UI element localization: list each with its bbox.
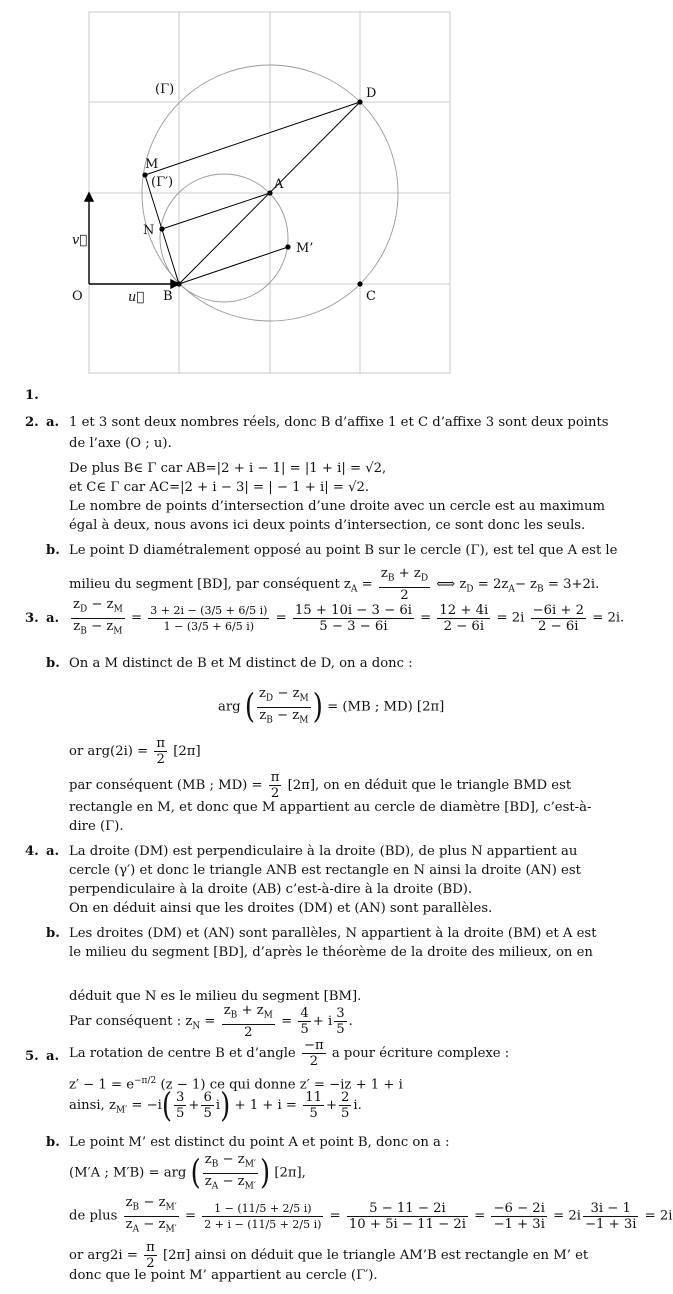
q2a-line1: 1 et 3 sont deux nombres réels, donc B d’affixe 1 et C d’affixe 3 sont deux points [69,415,609,430]
q5a-line1: La rotation de centre B et d’angle $\frac{-\pi}{2}$ a pour écriture complexe : [69,1038,510,1069]
q5b-line3: de plus $\frac{z_B - z_{M'}}{z_A - z_{M'}}$ = $\frac{1 - (11/5 + 2/5 i)}{2 + i - (11/5 + 2/5 i)}$ = $\frac{5 - 11 - 2i}{10 + 5i - 11 - 2i}$ = $\frac{-6 - 2i}{-1 + 3i}$ = 2i $\frac{3i - 1}{-1 + 3i}$ = 2i [69,1195,673,1235]
label-A: A [274,177,284,192]
label-M-prime: M’ [296,241,314,256]
q3b-label: b. [46,656,60,671]
label-B: B [163,289,173,304]
q2-number: 2. [25,415,39,430]
q4b-line3: déduit que N es le milieu du segment [BM]. [69,989,362,1004]
q2a-line2: de l’axe (O ; u). [69,436,172,451]
q4a-label: a. [46,844,60,859]
label-v: v⃗ [72,233,88,248]
q4a-line2: cercle (γ′) et donc le triangle ANB est rectangle en N ainsi la droite (AN) est [69,863,581,878]
q4b-line2: le milieu du segment [BD], d’après le théorème de la droite des milieux, on en [69,945,593,960]
q5b-line2: (M′A ; M′B) = arg ( $\frac{z_B - z_{M'}}{z_A - z_{M'}}$ ) [2π], [69,1152,306,1193]
q3b-line1: On a M distinct de B et M distinct de D, on a donc : [69,656,413,671]
q5b-label: b. [46,1135,60,1150]
q5b-line5: donc que le point M’ appartient au cercle (Γ′). [69,1268,378,1283]
q3b-line4: rectangle en M, et donc que M appartient au cercle de diamètre [BD], c’est-à- [69,800,592,815]
q2a-line3: De plus B∈ Γ car AB=|2 + i − 1| = |1 + i| = √2, [69,461,387,476]
q3b-line2: or arg(2i) = $\frac{\pi}{2}$ [2π] [69,736,201,767]
q4a-line4: On en déduit ainsi que les droites (DM) et (AN) sont parallèles. [69,901,493,916]
label-O: O [72,289,83,304]
q4b-line1: Les droites (DM) et (AN) sont parallèles, N appartient à la droite (BM) et A est [69,926,597,941]
q2b-line1: Le point D diamétralement opposé au point B sur le cercle (Γ), est tel que A est le [69,543,618,558]
geometry-figure [0,0,610,380]
label-C: C [366,289,376,304]
label-M: M [145,157,159,172]
q2b-line2: milieu du segment [BD], par conséquent $z_A$ = $\frac{z_B + z_D}{2}$ ⟺ $z_D = 2z_A- z_B = 3+2i$. [69,566,600,603]
q2b-label: b. [46,543,60,558]
q3a-equation: $\frac{z_D - z_M}{z_B - z_M}$ = $\frac{3 + 2i - (3/5 + 6/5 i)}{1 - (3/5 + 6/5 i)}$ = $\frac{15 + 10i - 3 - 6i}{5 - 3 - 6i}$ = $\frac{12 + 4i}{2 - 6i}$ = 2i $\frac{-6i + 2}{2 - 6i}$ = 2i. [73,597,625,637]
q5a-line2: $z' - 1 = e^{-\pi/2}$ (z − 1) ce qui donne z′ = −iz + 1 + i [69,1076,403,1093]
label-gamma-prime: (Γ′) [151,175,174,190]
q2a-line4: et C∈ Γ car AC=|2 + i − 3| = | − 1 + i| = √2. [69,480,370,495]
q5b-line1: Le point M’ est distinct du point A et point B, donc on a : [69,1135,450,1150]
q3b-line5: dire (Γ). [69,819,124,834]
q3b-arg-equation: arg ( $\frac{z_D - z_M}{z_B - z_M}$ ) = (MB ; MD) [2π] [218,686,445,727]
q4-number: 4. [25,844,39,859]
q3b-line3: par conséquent (MB ; MD) = $\frac{\pi}{2}$ [2π], on en déduit que le triangle BMD est [69,770,572,801]
q2a-label: a. [46,415,60,430]
q4a-line1: La droite (DM) est perpendiculaire à la droite (BD), de plus N appartient au [69,844,578,859]
basis-vectors [85,193,179,288]
label-D: D [366,86,377,101]
q4b-line4: Par conséquent : $z_N$ = $\frac{z_B + z_M}{2}$ = $\frac{4}{5}$ + i $\frac{3}{5}$ . [69,1003,353,1040]
label-u: u⃗ [128,290,145,305]
q5-number: 5. [25,1049,39,1064]
q3-number: 3. [25,611,39,626]
q3a-label: a. [46,611,60,626]
label-gamma: (Γ) [155,82,175,97]
q5a-label: a. [46,1049,60,1064]
q5a-line3: ainsi, $z_{M'} = -i$( $\frac{3}{5}$ + $\frac{6}{5}$ i) + 1 + i = $\frac{11}{5}$ + $\frac{2}{5}$ i. [69,1086,362,1125]
q2a-line5: Le nombre de points d’intersection d’une droite avec un cercle est au maximum [69,499,605,514]
q5b-line4: or arg2i = $\frac{\pi}{2}$ [2π] ainsi on déduit que le triangle AM’B est rectangle en M’ et [69,1240,589,1271]
q2a-line6: égal à deux, nous avons ici deux points d’intersection, ce sont donc les seuls. [69,518,586,533]
q1-number: 1. [25,388,39,403]
label-N: N [143,223,155,238]
q4b-label: b. [46,926,60,941]
q4a-line3: perpendiculaire à la droite (AB) c’est-à-dire à la droite (BD). [69,882,473,897]
